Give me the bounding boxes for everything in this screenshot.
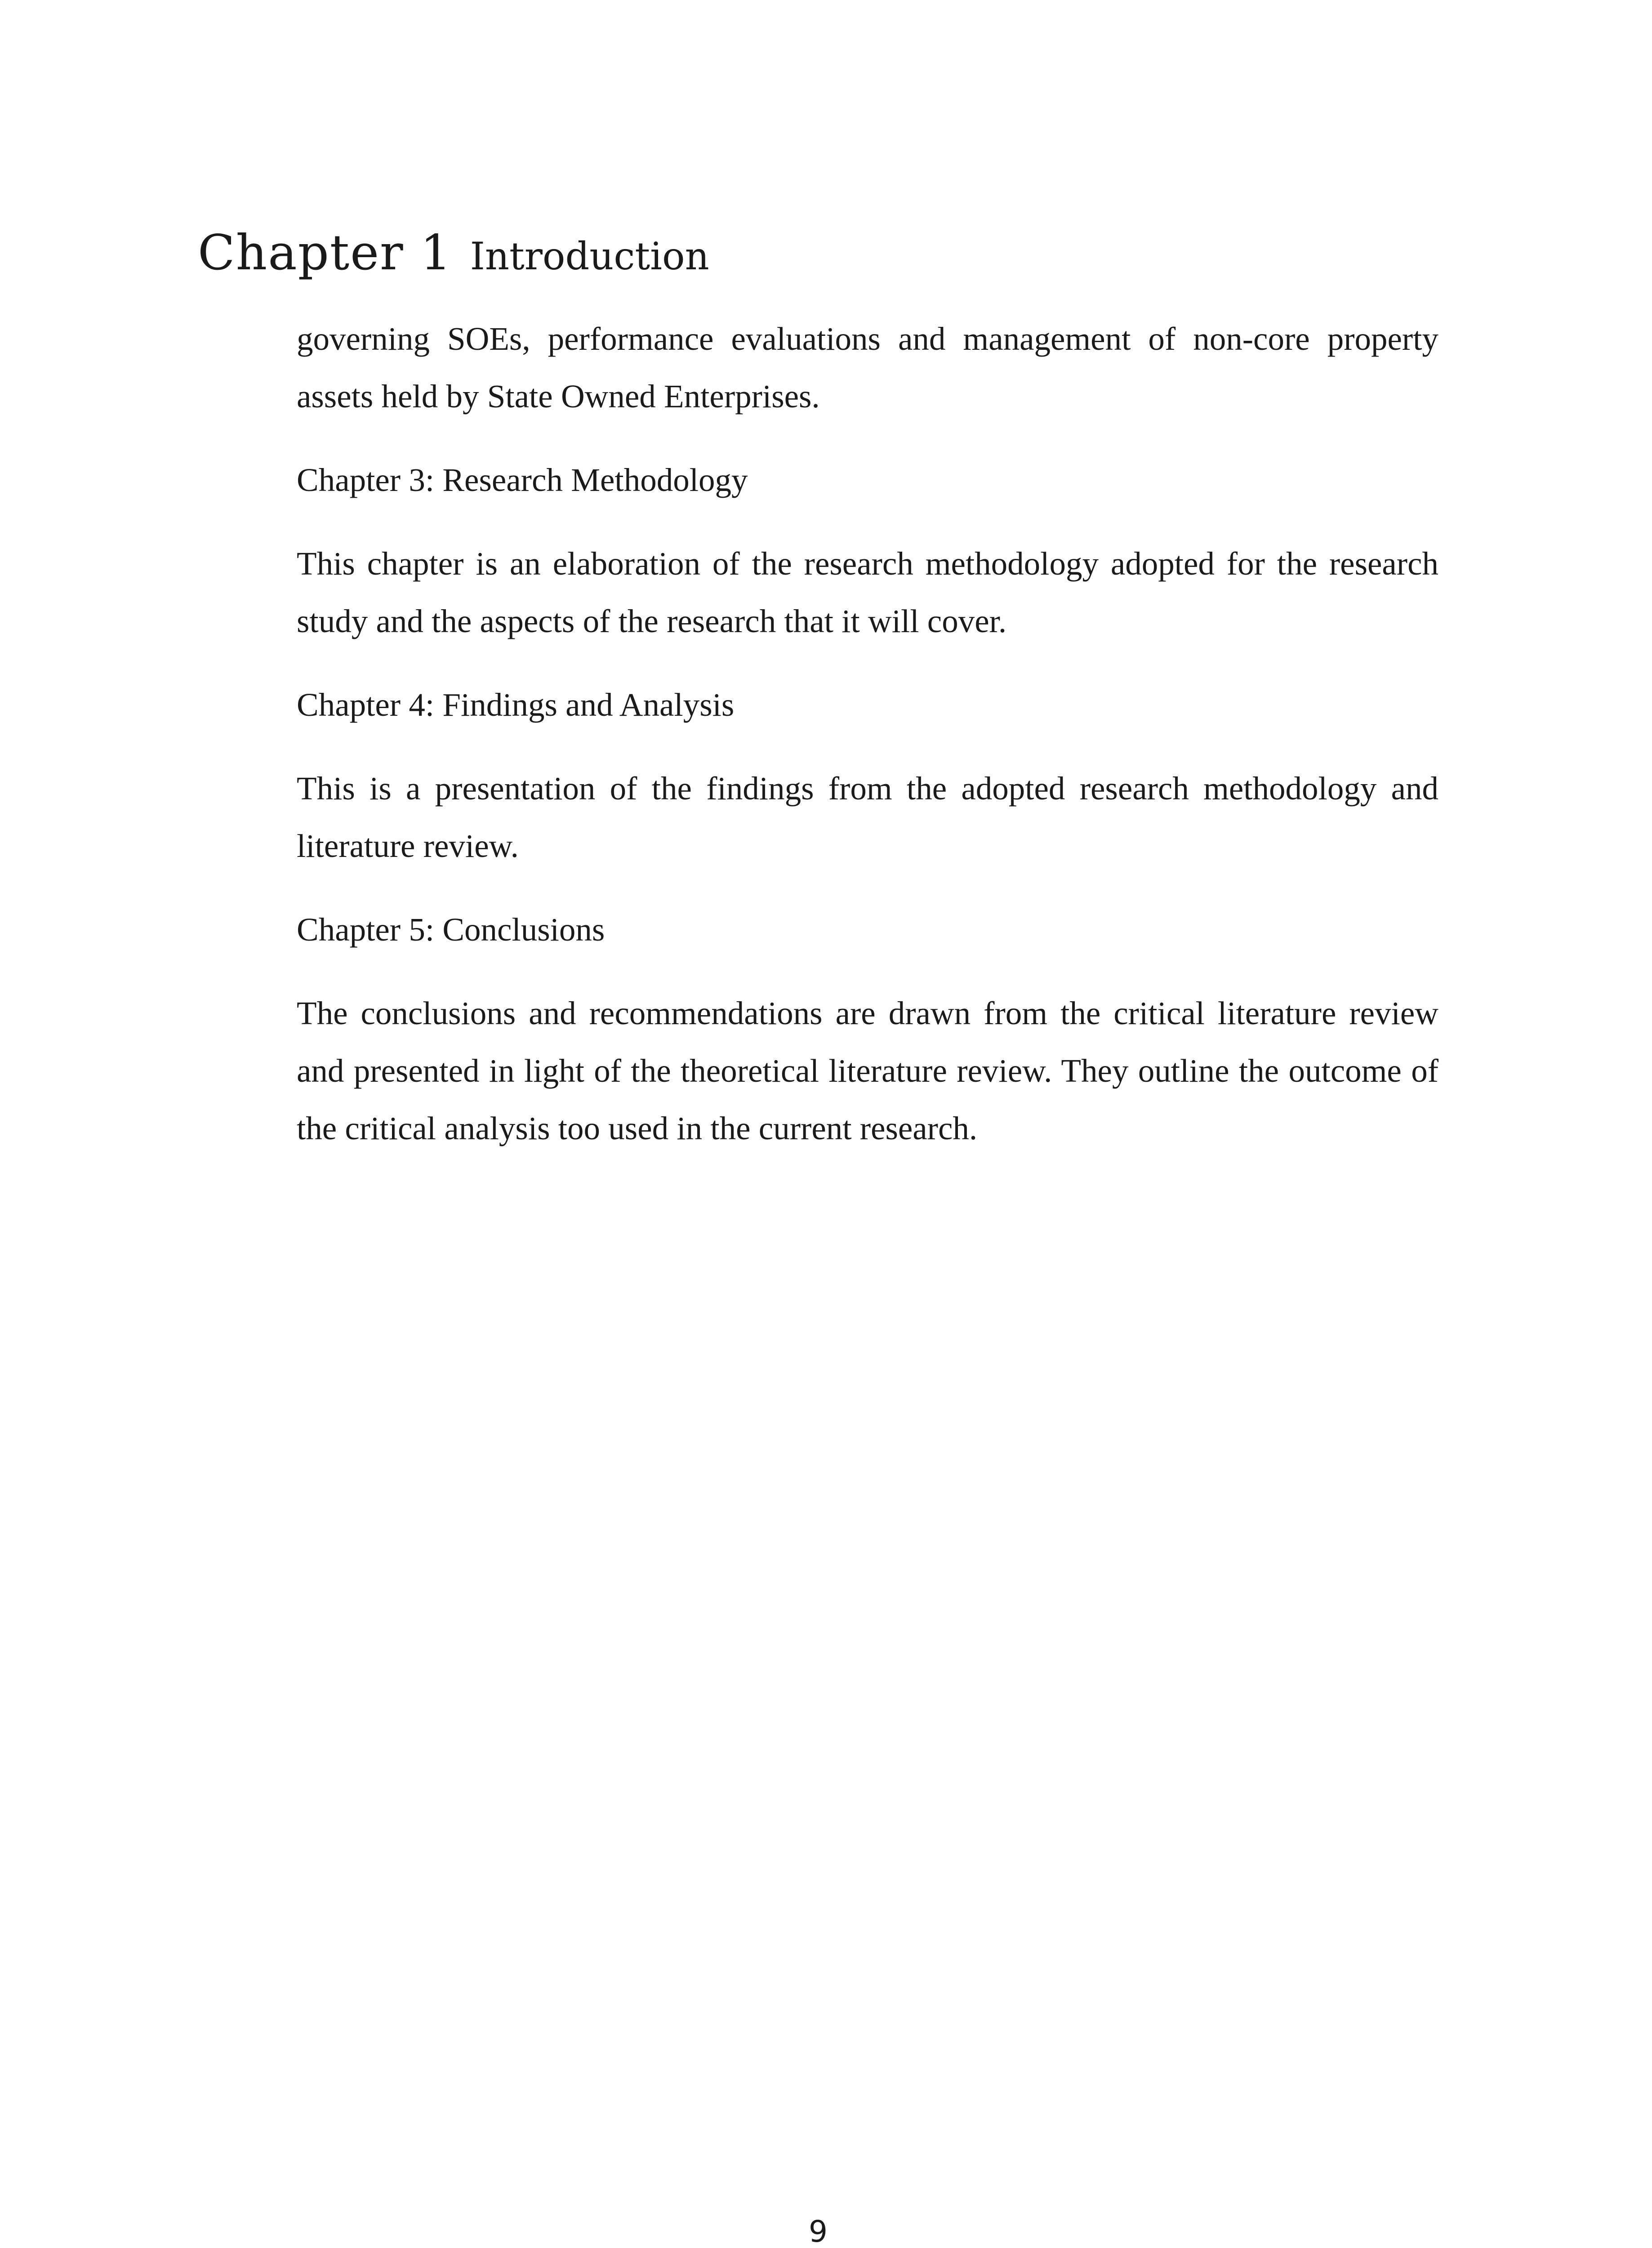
section-paragraph-chapter-3: This chapter is an elaboration of the research methodology adopted for the research study and the aspects of the research that it will cover. [297,545,1438,639]
section-heading-chapter-3: Chapter 3: Research Methodology [297,462,748,498]
section-paragraph-chapter-5: The conclusions and recommendations are drawn from the critical literature review and presented in light of the theoretical literature review. They outline the outcome of the critical analysis too used in the current research. [297,995,1438,1146]
chapter-title: Introduction [470,234,709,278]
page-number: 9 [809,2214,828,2248]
body-text [297,310,1438,1157]
section-heading-chapter-5: Chapter 5: Conclusions [297,911,605,948]
chapter-label: Chapter 1 [198,225,452,281]
continuation-paragraph: governing SOEs, performance evaluations and management of non-core property assets held by State Owned Enterprises. [297,321,1438,415]
section-heading-chapter-4: Chapter 4: Findings and Analysis [297,687,735,723]
running-header [198,225,709,281]
section-paragraph-chapter-4: This is a presentation of the findings from the adopted research methodology and literature review. [297,770,1438,864]
